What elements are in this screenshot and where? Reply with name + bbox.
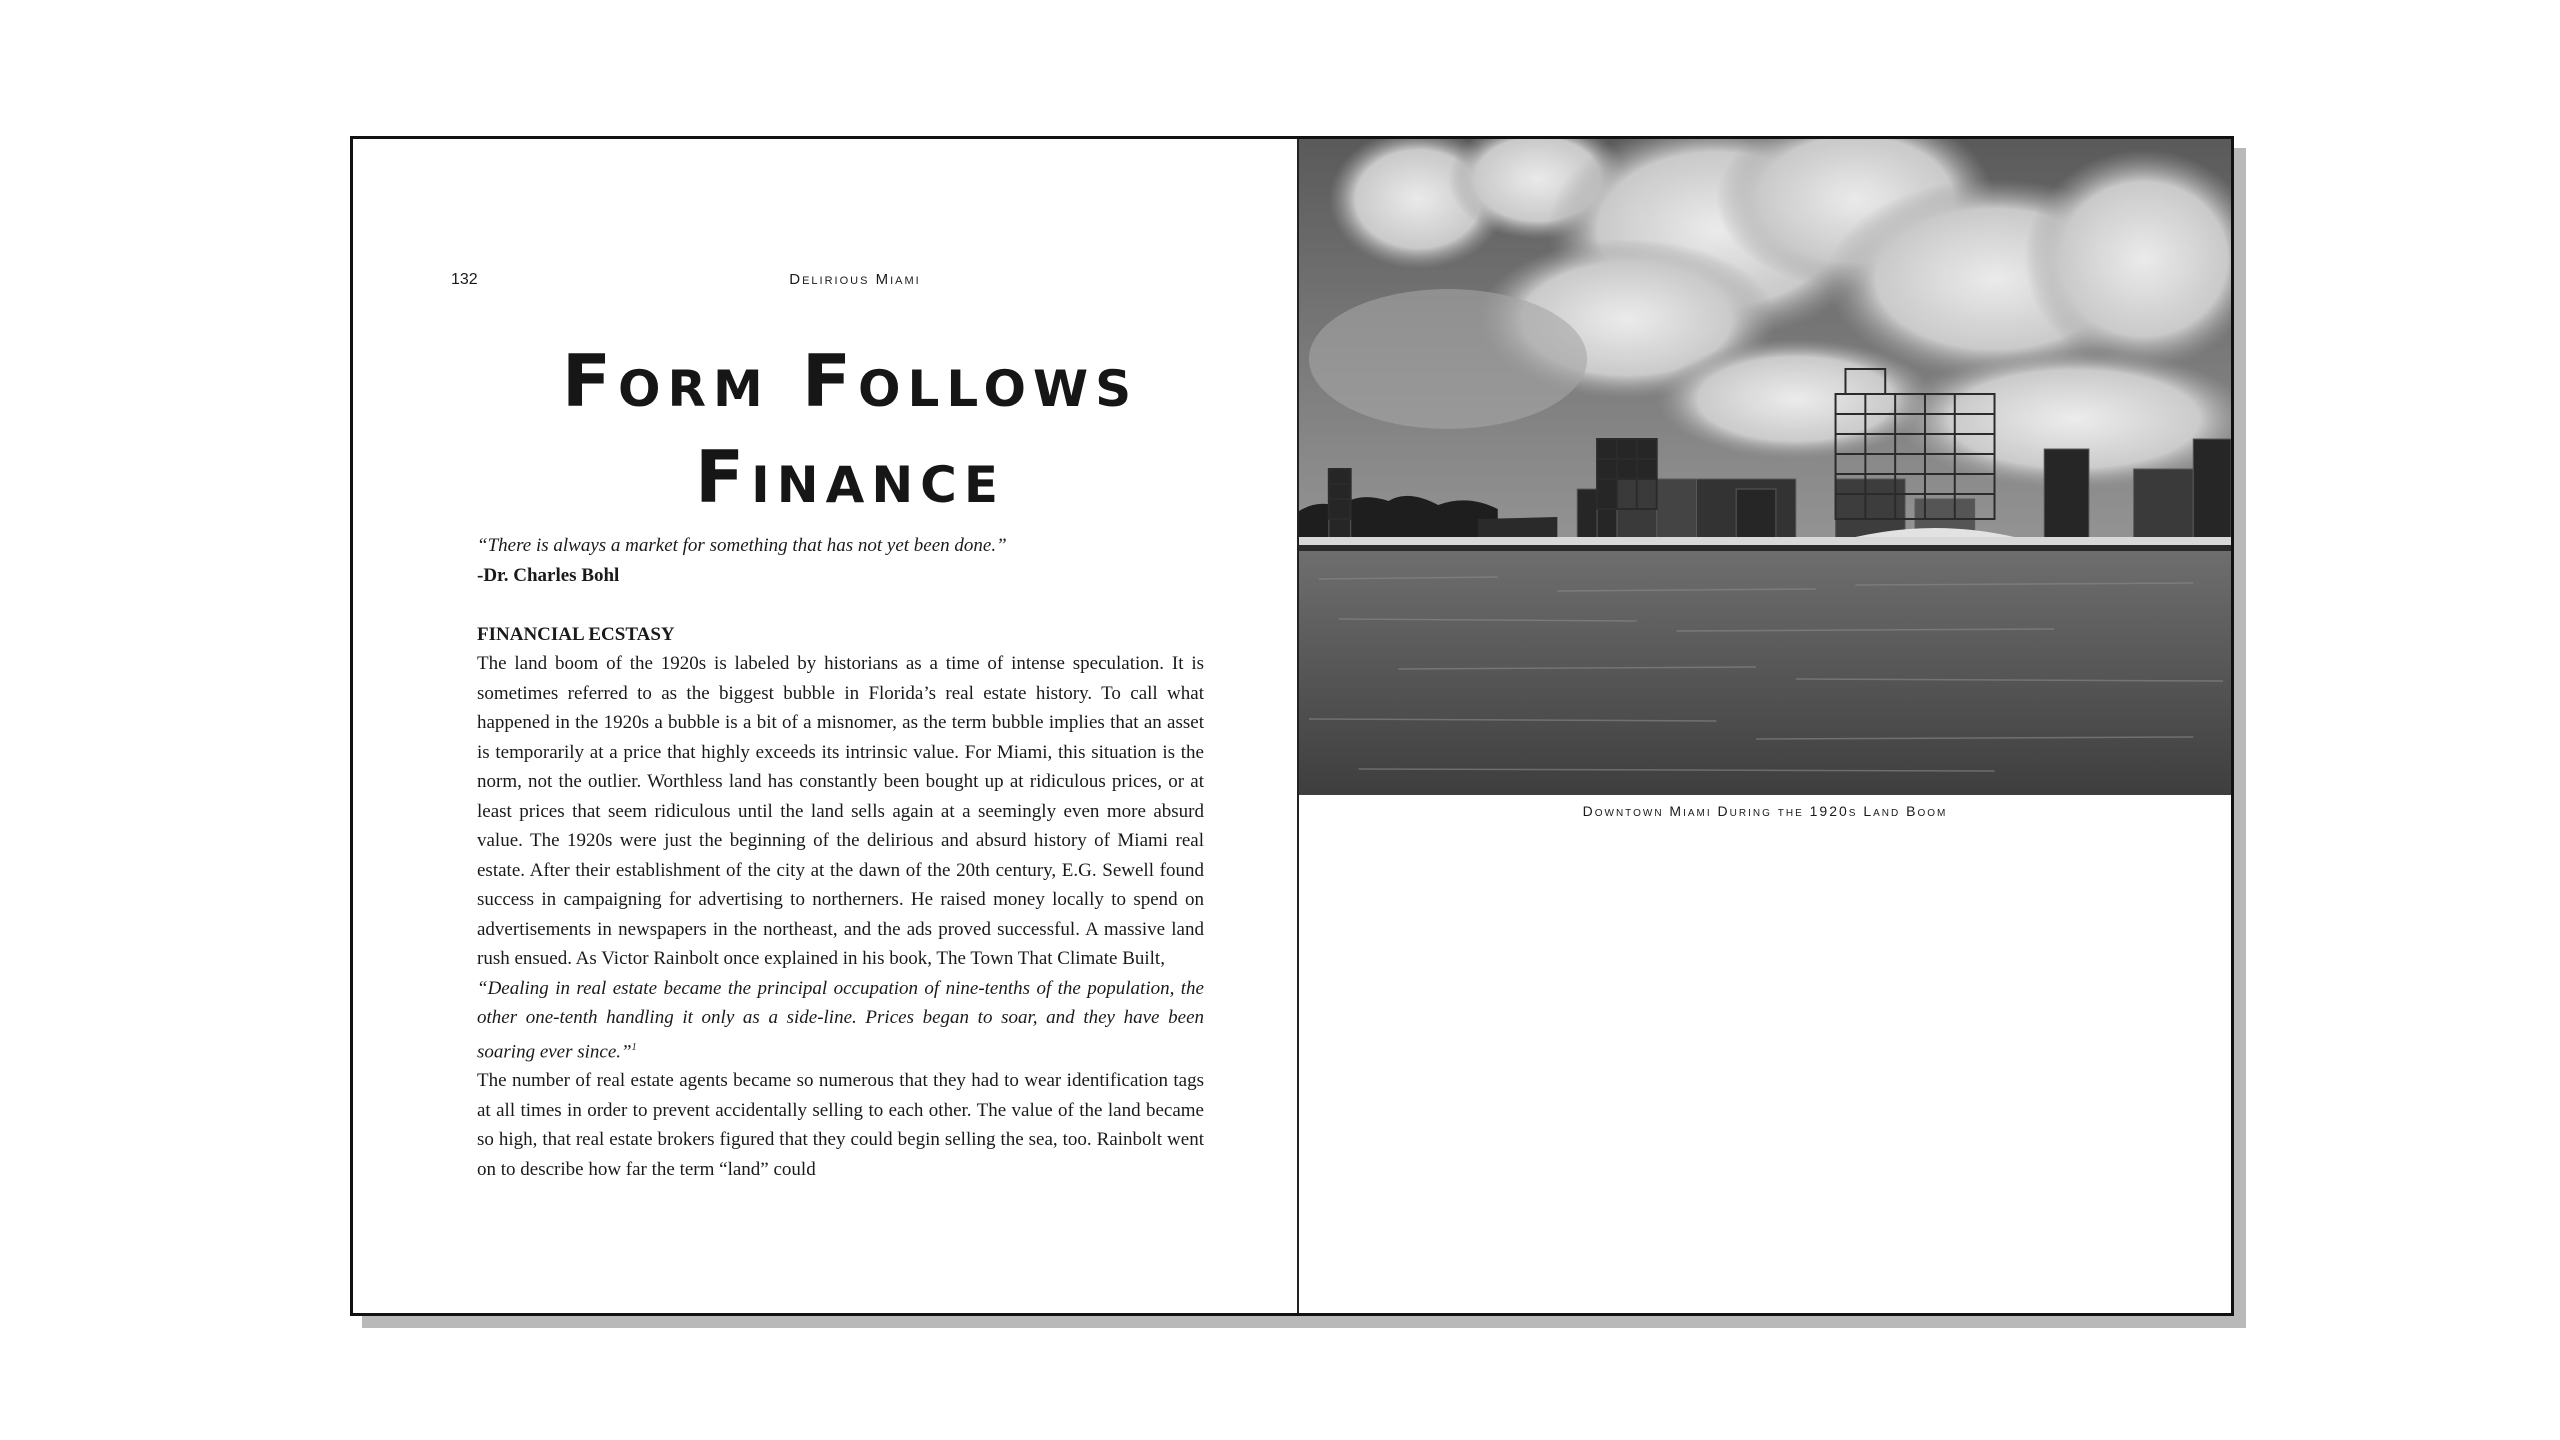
downtown-miami-photo: [1299, 139, 2231, 795]
title-line-2: Finance: [694, 435, 1006, 519]
section-heading: FINANCIAL ECSTASY: [477, 623, 675, 645]
running-head: Delirious Miami: [789, 271, 921, 288]
epigraph: “There is always a market for something that has not yet been done.”: [477, 535, 1007, 556]
page-number: 132: [451, 271, 478, 288]
title-line-1: Form Follows: [561, 339, 1139, 423]
chapter-title: [403, 333, 1297, 525]
epigraph-attribution: -Dr. Charles Bohl: [477, 564, 620, 586]
paragraph-1: The land boom of the 1920s is labeled by historians as a time of intense speculation. It is sometimes referred to as the biggest bubble in Florida’s real estate history. To call what happened in the 1920s a bubble is a bit of a misnomer, as the term bubble implies that an asset is temporarily at a price that highly exceeds its intrinsic value. For Miami, this situation is the norm, not the outlier. Worthless land has constantly been bought up at ridiculous prices, or at least prices that seem ridiculous until the land sells again at a seemingly even more absurd value. The 1920s were just the beginning of the delirious and absurd history of Miami real estate. After their establishment of the city at the dawn of the 20th century, E.G. Sewell found success in campaigning for advertising to northerners. He raised money locally to spend on advertisements in newspapers in the northeast, and the ads proved successful. A massive land rush ensued. As Victor Rainbolt once explained in his book, The Town That Climate Built,: [477, 653, 1204, 969]
paragraph-2: The number of real estate agents became so numerous that they had to wear identification tags at all times in order to prevent accidentally selling to each other. The value of the land became so high, that real estate brokers figured that they could begin selling the sea, too. Rainbolt went on to describe how far the term “land” could: [477, 1070, 1204, 1180]
body-text: [477, 531, 1204, 1184]
book-spread: [350, 136, 2234, 1316]
quote-text: “Dealing in real estate became the principal occupation of nine-tenths of the population, the other one-tenth handling it only as a side-line. Prices began to soar, and they have been soaring ever since.”: [477, 977, 1204, 1062]
footnote-mark: 1: [631, 1041, 637, 1053]
block-quote: [477, 974, 1204, 1067]
right-page: [1297, 139, 2231, 1313]
left-page: [353, 139, 1297, 1313]
photo-caption: Downtown Miami During the 1920s Land Boom: [1582, 803, 1948, 819]
